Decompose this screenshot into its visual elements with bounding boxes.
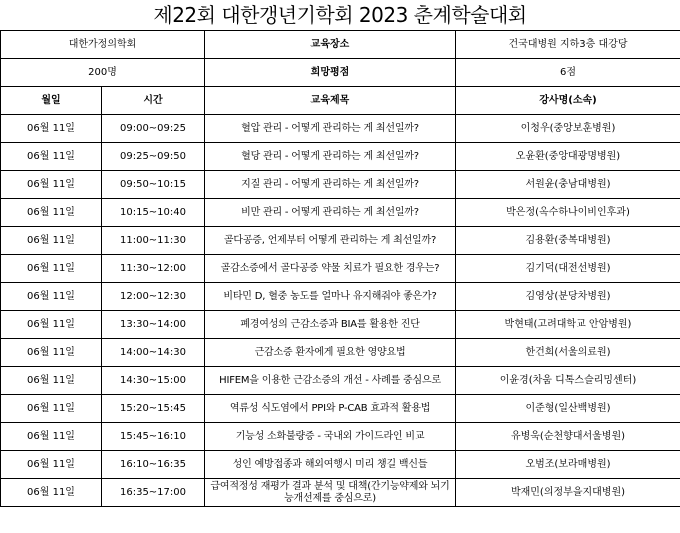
table-row	[1, 451, 680, 479]
time-cell: 15:45~16:10	[102, 423, 205, 451]
table-row	[1, 171, 680, 199]
place-label: 교육장소	[205, 31, 456, 59]
time-cell: 11:30~12:00	[102, 255, 205, 283]
date-cell: 06월 11일	[1, 311, 102, 339]
schedule-rows	[1, 115, 680, 507]
table-row	[1, 199, 680, 227]
score-value: 6점	[456, 59, 680, 87]
table-row	[1, 367, 680, 395]
speaker-cell: 유병욱(순천향대서울병원)	[456, 423, 680, 451]
date-cell: 06월 11일	[1, 115, 102, 143]
speaker-cell: 한건희(서울의료원)	[456, 339, 680, 367]
header-topic: 교육제목	[205, 87, 456, 115]
date-cell: 06월 11일	[1, 283, 102, 311]
table-row	[1, 227, 680, 255]
table-row	[1, 479, 680, 507]
topic-cell: 성인 예방접종과 해외여행시 미리 챙길 백신들	[205, 451, 456, 479]
speaker-cell: 이준형(일산백병원)	[456, 395, 680, 423]
date-cell: 06월 11일	[1, 395, 102, 423]
speaker-cell: 서원윤(충남대병원)	[456, 171, 680, 199]
date-cell: 06월 11일	[1, 423, 102, 451]
time-cell: 09:00~09:25	[102, 115, 205, 143]
speaker-cell: 김기덕(대전선병원)	[456, 255, 680, 283]
info-row-place	[1, 31, 680, 59]
date-cell: 06월 11일	[1, 479, 102, 507]
header-row	[1, 87, 680, 115]
table-row	[1, 143, 680, 171]
topic-cell: HIFEM을 이용한 근감소증의 개선 - 사례를 중심으로	[205, 367, 456, 395]
topic-cell: 비타민 D, 혈중 농도를 얼마나 유지해줘야 좋은가?	[205, 283, 456, 311]
time-cell: 13:30~14:00	[102, 311, 205, 339]
table-row	[1, 255, 680, 283]
speaker-cell: 이청우(중앙보훈병원)	[456, 115, 680, 143]
date-cell: 06월 11일	[1, 367, 102, 395]
count-cell: 200명	[1, 59, 205, 87]
time-cell: 12:00~12:30	[102, 283, 205, 311]
speaker-cell: 오범조(보라매병원)	[456, 451, 680, 479]
topic-cell: 비만 관리 - 어떻게 관리하는 게 최선일까?	[205, 199, 456, 227]
topic-cell: 근감소증 환자에게 필요한 영양요법	[205, 339, 456, 367]
date-cell: 06월 11일	[1, 143, 102, 171]
date-cell: 06월 11일	[1, 227, 102, 255]
speaker-cell: 박현태(고려대학교 안암병원)	[456, 311, 680, 339]
speaker-cell: 김영상(분당차병원)	[456, 283, 680, 311]
speaker-cell: 오윤환(중앙대광명병원)	[456, 143, 680, 171]
topic-cell: 골감소증에서 골다공증 약물 치료가 필요한 경우는?	[205, 255, 456, 283]
table-row	[1, 115, 680, 143]
speaker-cell: 박은정(옥수하나이비인후과)	[456, 199, 680, 227]
topic-cell: 골다공증, 언제부터 어떻게 관리하는 게 최선일까?	[205, 227, 456, 255]
time-cell: 10:15~10:40	[102, 199, 205, 227]
header-speaker: 강사명(소속)	[456, 87, 680, 115]
organizer-cell: 대한가정의학회	[1, 31, 205, 59]
date-cell: 06월 11일	[1, 255, 102, 283]
time-cell: 16:10~16:35	[102, 451, 205, 479]
time-cell: 16:35~17:00	[102, 479, 205, 507]
header-time: 시간	[102, 87, 205, 115]
topic-cell: 혈당 관리 - 어떻게 관리하는 게 최선일까?	[205, 143, 456, 171]
schedule-table	[0, 30, 680, 507]
table-row	[1, 283, 680, 311]
info-row-score	[1, 59, 680, 87]
topic-cell: 기능성 소화불량증 - 국내외 가이드라인 비교	[205, 423, 456, 451]
time-cell: 14:30~15:00	[102, 367, 205, 395]
time-cell: 09:50~10:15	[102, 171, 205, 199]
topic-cell: 역류성 식도염에서 PPI와 P-CAB 효과적 활용법	[205, 395, 456, 423]
date-cell: 06월 11일	[1, 199, 102, 227]
date-cell: 06월 11일	[1, 171, 102, 199]
table-row	[1, 339, 680, 367]
score-label: 희망평점	[205, 59, 456, 87]
speaker-cell: 박재민(의정부을지대병원)	[456, 479, 680, 507]
table-row	[1, 395, 680, 423]
page-title: 제22회 대한갱년기학회 2023 춘계학술대회	[153, 3, 527, 27]
time-cell: 14:00~14:30	[102, 339, 205, 367]
time-cell: 15:20~15:45	[102, 395, 205, 423]
speaker-cell: 김용환(중복대병원)	[456, 227, 680, 255]
time-cell: 11:00~11:30	[102, 227, 205, 255]
speaker-cell: 이윤경(차움 디톡스슬리밍센터)	[456, 367, 680, 395]
date-cell: 06월 11일	[1, 451, 102, 479]
table-row	[1, 423, 680, 451]
header-date: 월일	[1, 87, 102, 115]
time-cell: 09:25~09:50	[102, 143, 205, 171]
topic-cell: 혈압 관리 - 어떻게 관리하는 게 최선일까?	[205, 115, 456, 143]
topic-cell: 급여적정성 재평가 결과 분석 및 대책(간기능약제와 뇌기능개선제를 중심으로)	[205, 479, 456, 507]
place-value: 건국대병원 지하3층 대강당	[456, 31, 680, 59]
date-cell: 06월 11일	[1, 339, 102, 367]
topic-cell: 지질 관리 - 어떻게 관리하는 게 최선일까?	[205, 171, 456, 199]
topic-cell: 폐경여성의 근감소증과 BIA를 활용한 진단	[205, 311, 456, 339]
table-row	[1, 311, 680, 339]
